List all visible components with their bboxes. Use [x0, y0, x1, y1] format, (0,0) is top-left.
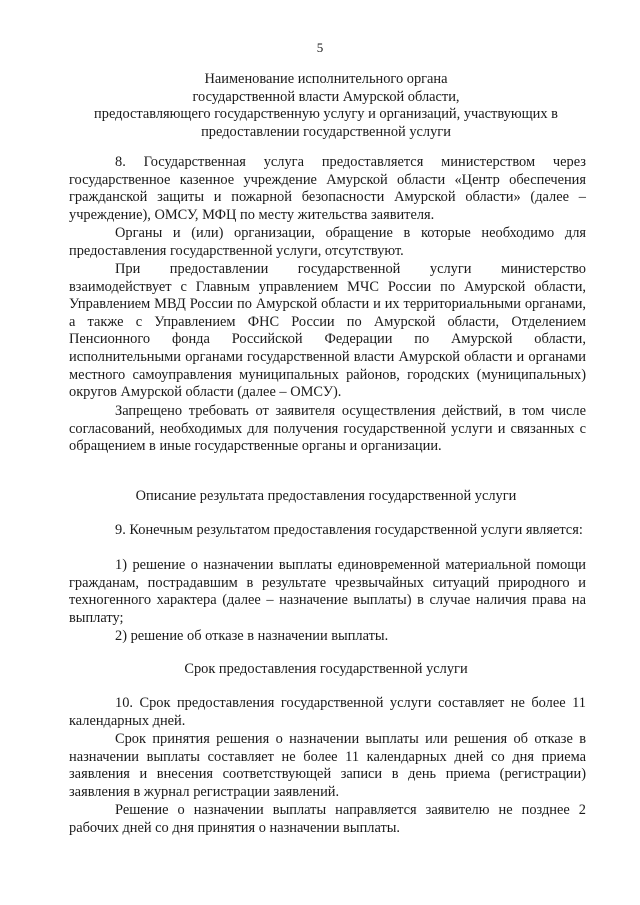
- paragraph-9-item-2: 2) решение об отказе в назначении выплаты.: [115, 628, 389, 644]
- paragraph-10-decision-term: Срок принятия решения о назначении выплаты или решения об отказе в назначении выплаты составляет не более 11 календарных дней со дня приема заявления и внесения соответствующей записи в день приема (регистрации) заявления в журнал регистрации заявлений.: [69, 731, 586, 800]
- heading-line: Наименование исполнительного органа: [204, 71, 448, 87]
- paragraph-8-other-organizations: Органы и (или) организации, обращение в которые необходимо для предоставления государственной услуги, отсутствуют.: [69, 225, 586, 259]
- paragraph-8-service-provider: 8. Государственная услуга предоставляется министерством через государственное казенное учреждение Амурской области «Центр обеспечения гражданской защиты и пожарной безопасности Амурской области» (далее – учреждение), ОМСУ, МФЦ по месту жительства заявителя.: [69, 154, 586, 223]
- section-heading-executive-body: [66, 71, 586, 141]
- paragraph-8-prohibition: Запрещено требовать от заявителя осуществления действий, в том числе согласований, необходимых для получения государственной услуги и связанных с обращением в иные государственные органы и организации.: [69, 403, 586, 455]
- section-heading-term: Срок предоставления государственной услуги: [184, 661, 468, 677]
- heading-line: предоставляющего государственную услугу и организаций, участвующих в: [94, 106, 558, 123]
- heading-line: государственной власти Амурской области,: [192, 88, 460, 105]
- paragraph-9-result: 9. Конечным результатом предоставления государственной услуги является:: [115, 522, 583, 538]
- page-number: 5: [316, 40, 324, 55]
- paragraph-8-interaction: При предоставлении государственной услуги министерство взаимодействует с Главным управлением МЧС России по Амурской области, Управлением МВД России по Амурской области и их территориальными органами, а также с Управлением ФНС России по Амурской области, Отделением Пенсионного фонда Российской Федерации по Амурской области, исполнительными органами государственной власти Амурской области и органами местного самоуправления муниципальных районов, городских (муниципальных) округов Амурской области (далее – ОМСУ).: [69, 261, 586, 401]
- paragraph-9-item-1: 1) решение о назначении выплаты единовременной материальной помощи гражданам, пострадавшим в результате чрезвычайных ситуаций природного и техногенного характера (далее – назначение выплаты) в случае наличия права на выплату;: [69, 557, 586, 626]
- heading-line: предоставлении государственной услуги: [201, 123, 451, 140]
- section-heading-result: Описание результата предоставления государственной услуги: [135, 488, 517, 504]
- paragraph-10-term: 10. Срок предоставления государственной услуги составляет не более 11 календарных дней.: [69, 695, 586, 729]
- paragraph-10-decision-sent: Решение о назначении выплаты направляется заявителю не позднее 2 рабочих дней со дня принятия о назначении выплаты.: [69, 802, 586, 836]
